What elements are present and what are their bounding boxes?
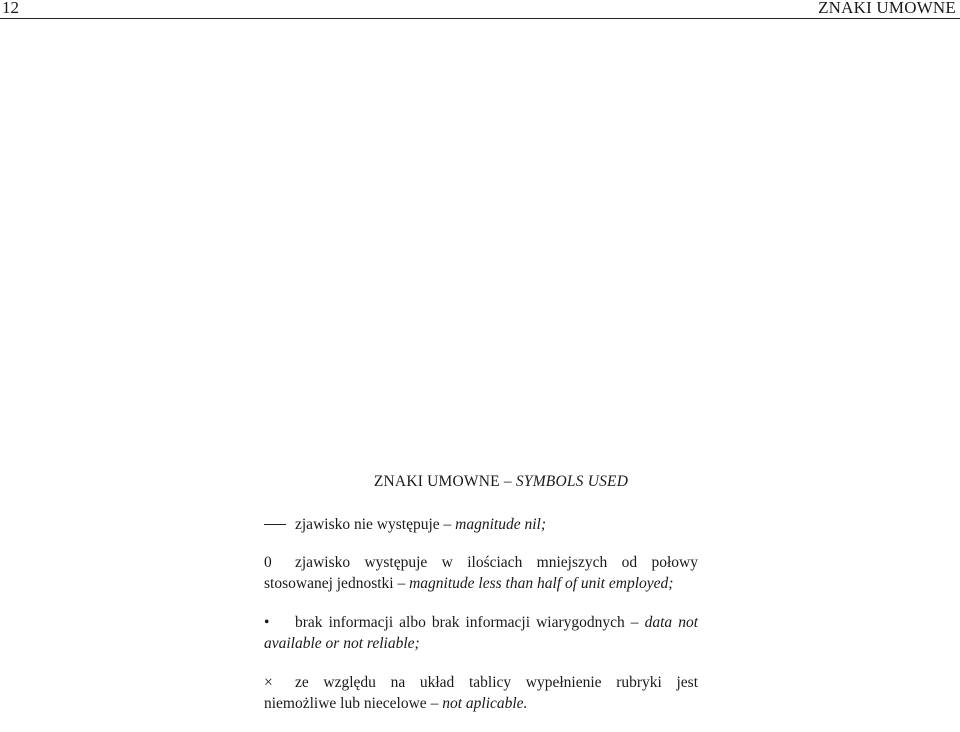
legend-entry-text: ze względu na układ tablicy wypełnienie rubryki jest niemożliwe lub niecelowe – <box>264 674 698 712</box>
running-header <box>0 0 960 19</box>
symbols-legend <box>264 472 698 732</box>
legend-entry-english: not aplicable. <box>442 694 528 712</box>
legend-entry-times <box>264 673 698 714</box>
legend-entry-zero <box>264 553 698 594</box>
legend-entry-nil <box>264 515 698 536</box>
page-number: 12 <box>2 0 19 17</box>
running-header-title: ZNAKI UMOWNE <box>818 0 956 17</box>
em-dash-symbol <box>264 524 286 525</box>
legend-entry-bullet <box>264 613 698 654</box>
legend-entry-english: data not available or not reliable; <box>264 614 698 652</box>
legend-entry-text: brak informacji albo brak informacji wiarygodnych – <box>295 614 645 631</box>
legend-title-english: SYMBOLS USED <box>515 473 629 490</box>
bullet-symbol: • <box>264 614 270 631</box>
legend-entry-text: zjawisko nie występuje – <box>295 515 456 533</box>
legend-entry-english: magnitude less than half of unit employed; <box>409 574 674 592</box>
legend-title-polish: ZNAKI UMOWNE – <box>373 473 516 490</box>
legend-entry-text: zjawisko występuje w ilościach mniejszych od połowy stosowanej jednostki – <box>264 554 698 592</box>
times-symbol: × <box>264 674 273 691</box>
legend-title <box>304 472 698 493</box>
zero-symbol: 0 <box>264 554 272 571</box>
legend-entry-english: magnitude nil; <box>455 515 546 533</box>
